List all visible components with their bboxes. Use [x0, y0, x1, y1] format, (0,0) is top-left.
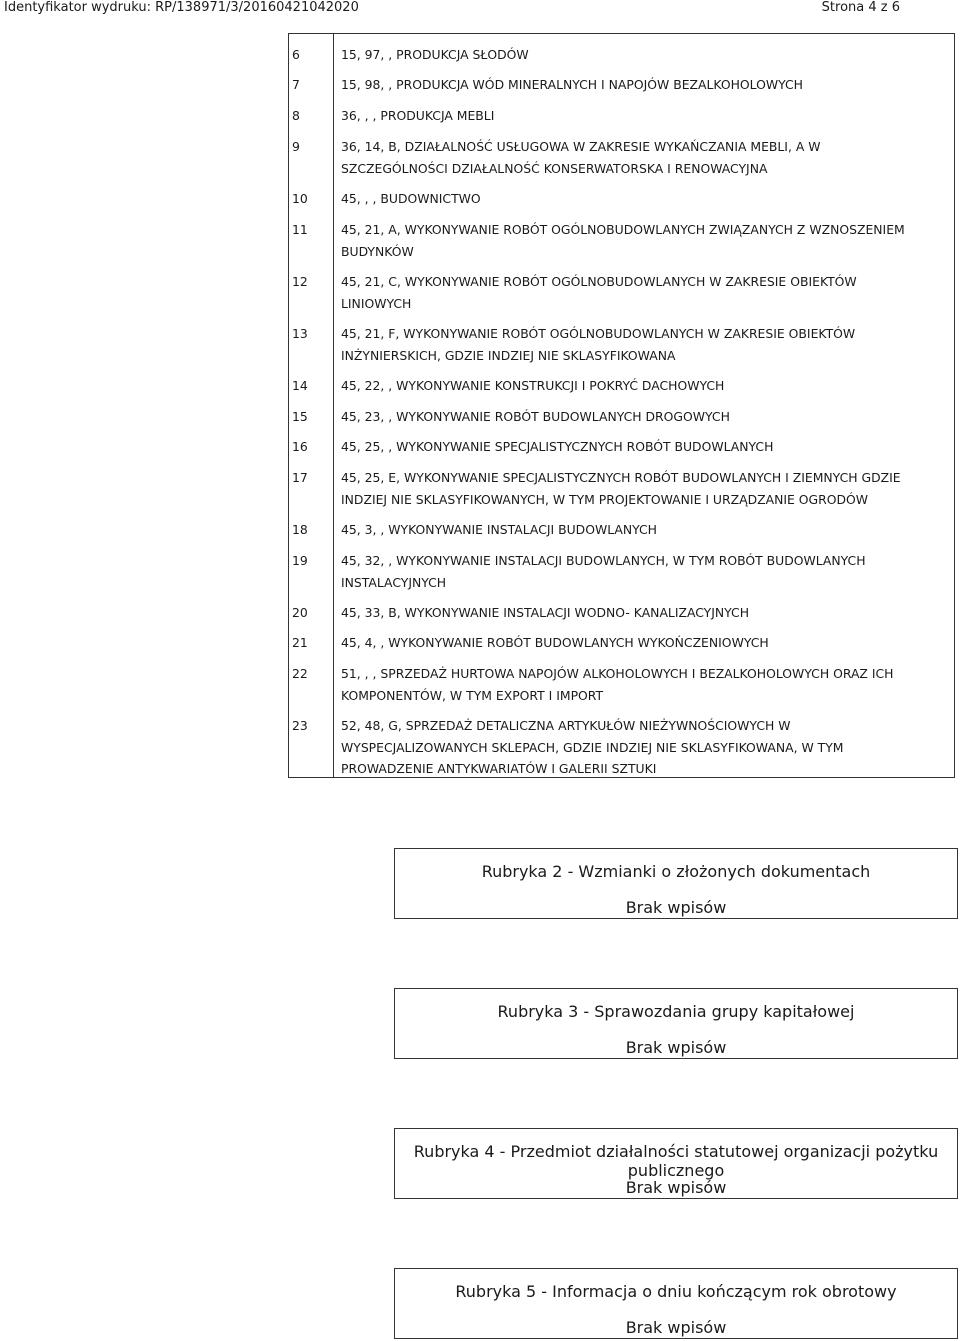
pkd-row-number: 22	[292, 666, 308, 681]
rubryka-title: Rubryka 4 - Przedmiot działalności statutowej organizacji pożytku publicznego	[413, 1142, 939, 1180]
pkd-row-number: 10	[292, 191, 308, 206]
rubryka-empty-text: Brak wpisów	[625, 1038, 727, 1057]
rubryka-empty-text: Brak wpisów	[625, 1318, 727, 1337]
pkd-row-text: INSTALACYJNYCH	[341, 574, 447, 590]
pkd-row-number: 15	[292, 409, 308, 424]
pkd-row-number: 23	[292, 718, 308, 733]
pkd-row-text: 36, 14, B, DZIAŁALNOŚĆ USŁUGOWA W ZAKRESIE WYKAŃCZANIA MEBLI, A W	[341, 139, 821, 154]
page-header	[0, 0, 960, 16]
pkd-row-number: 14	[292, 378, 308, 393]
pkd-row-text: 45, 4, , WYKONYWANIE ROBÓT BUDOWLANYCH WYKOŃCZENIOWYCH	[341, 635, 769, 650]
rubryka-title: Rubryka 2 - Wzmianki o złożonych dokumentach	[481, 862, 871, 881]
pkd-table-divider	[333, 33, 334, 778]
pkd-row-text: 45, 3, , WYKONYWANIE INSTALACJI BUDOWLANYCH	[341, 522, 658, 537]
pkd-row-text: KOMPONENTÓW, W TYM EXPORT I IMPORT	[341, 687, 604, 703]
pkd-row-number: 8	[292, 108, 300, 123]
pkd-row-text: 36, , , PRODUKCJA MEBLI	[341, 108, 495, 123]
pkd-row-text: BUDYNKÓW	[341, 243, 414, 259]
pkd-row-number: 6	[292, 47, 300, 62]
pkd-row-text: 15, 98, , PRODUKCJA WÓD MINERALNYCH I NAPOJÓW BEZALKOHOLOWYCH	[341, 77, 803, 92]
pkd-row-text: PROWADZENIE ANTYKWARIATÓW I GALERII SZTUKI	[341, 761, 657, 776]
pkd-row-text: 45, 22, , WYKONYWANIE KONSTRUKCJI I POKRYĆ DACHOWYCH	[341, 378, 725, 393]
rubryka-2-box	[394, 848, 958, 919]
pkd-row-text: 45, 32, , WYKONYWANIE INSTALACJI BUDOWLANYCH, W TYM ROBÓT BUDOWLANYCH	[341, 553, 866, 568]
pkd-row-text: INŻYNIERSKICH, GDZIE INDZIEJ NIE SKLASYFIKOWANA	[341, 347, 676, 363]
pkd-row-number: 7	[292, 77, 300, 92]
pkd-row-text: 45, 33, B, WYKONYWANIE INSTALACJI WODNO- KANALIZACYJNYCH	[341, 605, 750, 620]
pkd-row-number: 19	[292, 553, 308, 568]
pkd-row-text: 45, 21, C, WYKONYWANIE ROBÓT OGÓLNOBUDOWLANYCH W ZAKRESIE OBIEKTÓW	[341, 274, 857, 289]
pkd-row-text: 45, , , BUDOWNICTWO	[341, 191, 481, 206]
pkd-row-number: 17	[292, 470, 308, 485]
pkd-row-text: INDZIEJ NIE SKLASYFIKOWANYCH, W TYM PROJEKTOWANIE I URZĄDZANIE OGRODÓW	[341, 491, 869, 507]
rubryka-3-box	[394, 988, 958, 1059]
pkd-row-text: 45, 25, E, WYKONYWANIE SPECJALISTYCZNYCH ROBÓT BUDOWLANYCH I ZIEMNYCH GDZIE	[341, 470, 901, 485]
rubryka-title: Rubryka 3 - Sprawozdania grupy kapitałowej	[497, 1002, 855, 1021]
rubryka-title: Rubryka 5 - Informacja o dniu kończącym rok obrotowy	[455, 1282, 897, 1301]
pkd-row-text: 45, 21, A, WYKONYWANIE ROBÓT OGÓLNOBUDOWLANYCH ZWIĄZANYCH Z WZNOSZENIEM	[341, 222, 905, 237]
pkd-row-number: 11	[292, 222, 308, 237]
pkd-row-text: 15, 97, , PRODUKCJA SŁODÓW	[341, 47, 529, 62]
pkd-row-number: 9	[292, 139, 300, 154]
pkd-row-number: 18	[292, 522, 308, 537]
pkd-row-text: LINIOWYCH	[341, 295, 412, 311]
pkd-row-text: WYSPECJALIZOWANYCH SKLEPACH, GDZIE INDZIEJ NIE SKLASYFIKOWANA, W TYM	[341, 739, 844, 755]
rubryka-empty-text: Brak wpisów	[625, 1178, 727, 1197]
rubryka-empty-text: Brak wpisów	[625, 898, 727, 917]
pkd-row-text: 52, 48, G, SPRZEDAŻ DETALICZNA ARTYKUŁÓW NIEŻYWNOŚCIOWYCH W	[341, 718, 791, 733]
pkd-row-text: 51, , , SPRZEDAŻ HURTOWA NAPOJÓW ALKOHOLOWYCH I BEZALKOHOLOWYCH ORAZ ICH	[341, 666, 894, 681]
pkd-row-number: 12	[292, 274, 308, 289]
page-number: Strona 4 z 6	[821, 0, 900, 15]
pkd-row-text: 45, 25, , WYKONYWANIE SPECJALISTYCZNYCH ROBÓT BUDOWLANYCH	[341, 439, 774, 454]
print-identifier: Identyfikator wydruku: RP/138971/3/20160421042020	[4, 0, 359, 15]
pkd-row-text: SZCZEGÓLNOŚCI DZIAŁALNOŚĆ KONSERWATORSKA I RENOWACYJNA	[341, 160, 768, 176]
rubryka-5-box	[394, 1268, 958, 1339]
pkd-row-number: 21	[292, 635, 308, 650]
pkd-row-number: 13	[292, 326, 308, 341]
pkd-row-number: 20	[292, 605, 308, 620]
rubryka-4-box	[394, 1128, 958, 1199]
pkd-row-text: 45, 23, , WYKONYWANIE ROBÓT BUDOWLANYCH DROGOWYCH	[341, 409, 730, 424]
pkd-row-text: 45, 21, F, WYKONYWANIE ROBÓT OGÓLNOBUDOWLANYCH W ZAKRESIE OBIEKTÓW	[341, 326, 856, 341]
pkd-row-number: 16	[292, 439, 308, 454]
